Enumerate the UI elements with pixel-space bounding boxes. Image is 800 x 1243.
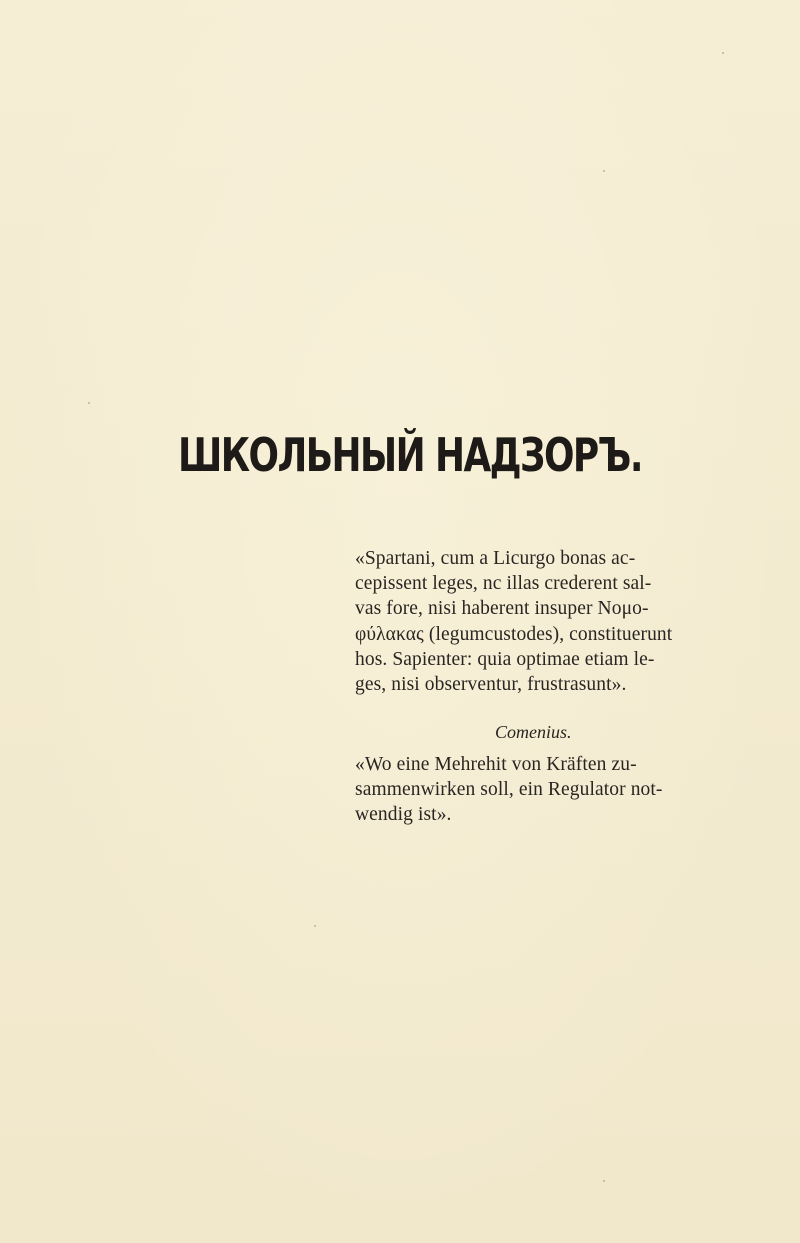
german-epigraph-line: sammenwirken soll, ein Regulator not- xyxy=(355,779,663,801)
latin-epigraph-line: hos. Sapienter: quia optimae etiam le- xyxy=(355,648,655,670)
german-epigraph-line: wendig ist». xyxy=(355,804,452,826)
paper-speck xyxy=(314,925,316,927)
latin-epigraph-line: «Spartani, cum a Licurgo bonas ac- xyxy=(355,548,636,569)
paper-speck xyxy=(603,170,605,172)
latin-epigraph xyxy=(355,546,715,697)
german-epigraph xyxy=(355,752,715,828)
latin-epigraph-line: cepissent leges, nc illas crederent sal- xyxy=(355,573,652,595)
paper-speck xyxy=(88,402,90,404)
latin-epigraph-line: ges, nisi observentur, frustrasunt». xyxy=(355,674,627,696)
epigraph-author: Comenius. xyxy=(495,722,572,742)
latin-epigraph-line: vas fore, nisi haberent insuper Νομο- xyxy=(355,598,649,620)
paper-speck xyxy=(722,52,724,54)
paper-speck xyxy=(603,1180,605,1182)
german-epigraph-line: «Wo eine Mehrehit von Kräften zu- xyxy=(355,754,637,775)
latin-epigraph-line: φύλακας (legumcustodes), constituerunt xyxy=(355,623,673,645)
page-title: ШКОЛЬНЫЙ НАДЗОРЪ. xyxy=(178,428,642,482)
